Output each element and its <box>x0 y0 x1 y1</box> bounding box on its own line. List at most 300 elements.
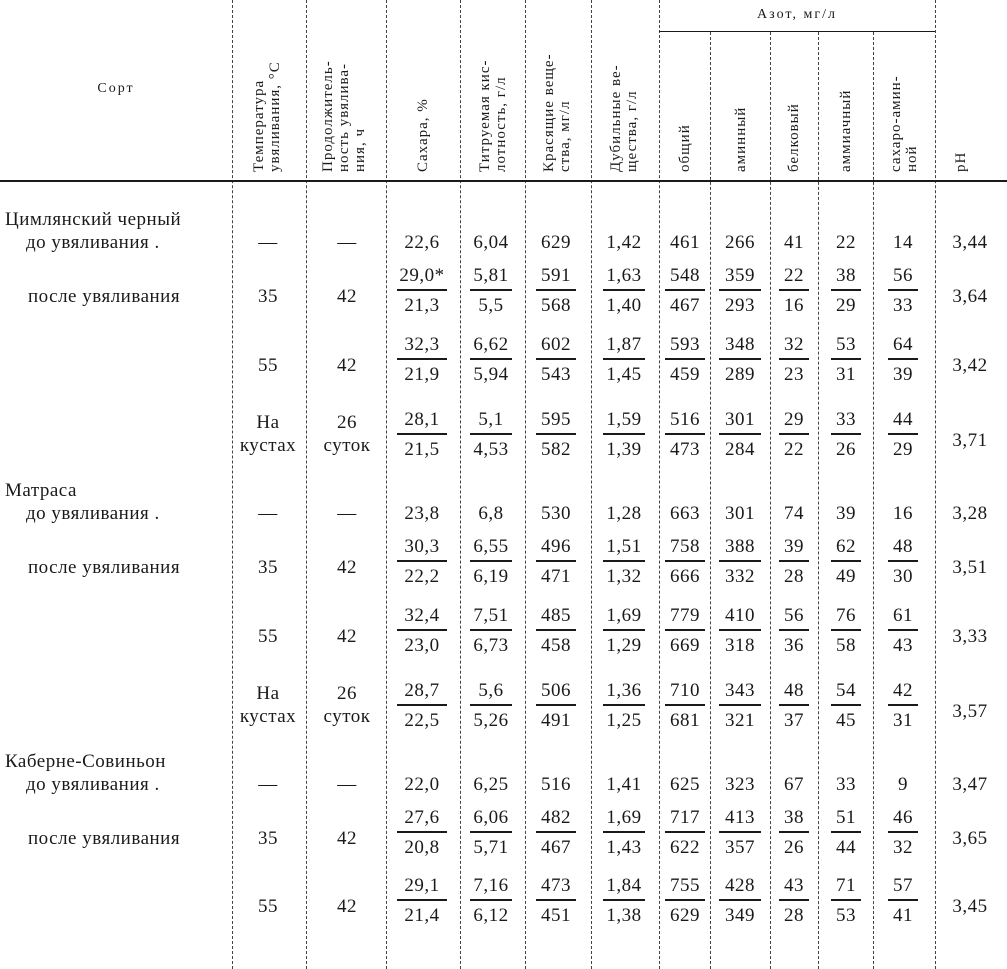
column-divider <box>935 0 936 969</box>
value-numerator: 53 <box>836 334 856 355</box>
fraction-bar <box>536 433 576 435</box>
fraction-bar <box>779 289 809 291</box>
header-n-total: общий <box>677 124 693 172</box>
fraction-bar <box>470 831 512 833</box>
value-cell: 33 <box>836 774 856 795</box>
value-cell: 6,8 <box>478 503 504 524</box>
value-denominator: 568 <box>541 295 571 316</box>
value-numerator: 71 <box>836 875 856 896</box>
temperature-cell: 35 <box>258 286 278 307</box>
value-numerator: 43 <box>784 875 804 896</box>
column-divider <box>659 0 660 969</box>
value-numerator: 1,69 <box>606 605 642 626</box>
fraction-bar <box>888 358 918 360</box>
fraction-bar <box>719 899 761 901</box>
value-denominator: 49 <box>836 566 856 587</box>
value-numerator: 6,55 <box>473 536 509 557</box>
value-numerator: 593 <box>670 334 700 355</box>
value-denominator: 4,53 <box>473 439 509 460</box>
value-denominator: 1,45 <box>606 364 642 385</box>
value-denominator: 289 <box>725 364 755 385</box>
value-numerator: 410 <box>725 605 755 626</box>
header-n-sugaramine: сахаро-амин- ной <box>888 75 920 172</box>
value-numerator: 413 <box>725 807 755 828</box>
value-denominator: 29 <box>893 439 913 460</box>
value-denominator: 1,40 <box>606 295 642 316</box>
value-numerator: 29,0* <box>399 265 445 286</box>
ph-cell: 3,44 <box>952 232 988 253</box>
value-cell: 22,0 <box>404 774 440 795</box>
row-label: до увяливания . <box>26 774 160 795</box>
value-numerator: 48 <box>893 536 913 557</box>
value-denominator: 31 <box>893 710 913 731</box>
value-denominator: 23,0 <box>404 635 440 656</box>
value-numerator: 591 <box>541 265 571 286</box>
value-numerator: 29,1 <box>404 875 440 896</box>
fraction-bar <box>603 433 645 435</box>
ph-cell: 3,65 <box>952 828 988 849</box>
ph-cell: 3,45 <box>952 896 988 917</box>
value-denominator: 669 <box>670 635 700 656</box>
value-denominator: 36 <box>784 635 804 656</box>
value-numerator: 32,3 <box>404 334 440 355</box>
header-acidity: Титруемая кис- лотность, г/л <box>477 59 509 172</box>
temperature-cell: 55 <box>258 355 278 376</box>
value-denominator: 1,25 <box>606 710 642 731</box>
value-denominator: 37 <box>784 710 804 731</box>
fraction-bar <box>888 289 918 291</box>
fraction-bar <box>470 358 512 360</box>
value-numerator: 1,59 <box>606 409 642 430</box>
fraction-bar <box>888 899 918 901</box>
duration-cell: 42 <box>337 286 357 307</box>
fraction-bar <box>665 560 705 562</box>
value-denominator: 41 <box>893 905 913 926</box>
duration-cell: — <box>337 774 357 795</box>
value-cell: 6,04 <box>473 232 509 253</box>
value-numerator: 22 <box>784 265 804 286</box>
variety-name: Каберне-Совиньон <box>5 751 166 772</box>
fraction-bar <box>665 289 705 291</box>
value-numerator: 482 <box>541 807 571 828</box>
fraction-bar <box>603 289 645 291</box>
value-numerator: 38 <box>836 265 856 286</box>
fraction-bar <box>888 433 918 435</box>
value-numerator: 1,69 <box>606 807 642 828</box>
header-coloring: Красящие веще- ства, мг/л <box>541 53 573 172</box>
value-denominator: 39 <box>893 364 913 385</box>
fraction-bar <box>603 560 645 562</box>
column-divider <box>460 0 461 969</box>
value-denominator: 467 <box>541 837 571 858</box>
fraction-bar <box>719 358 761 360</box>
header-sugar: Сахара, % <box>415 98 431 172</box>
duration-cell: — <box>337 503 357 524</box>
value-denominator: 458 <box>541 635 571 656</box>
temperature-cell: 35 <box>258 828 278 849</box>
fraction-bar <box>888 831 918 833</box>
row-label: после увяливания <box>28 557 181 578</box>
fraction-bar <box>779 704 809 706</box>
value-numerator: 1,84 <box>606 875 642 896</box>
fraction-bar <box>665 433 705 435</box>
value-denominator: 21,9 <box>404 364 440 385</box>
value-numerator: 359 <box>725 265 755 286</box>
value-numerator: 1,63 <box>606 265 642 286</box>
ph-cell: 3,51 <box>952 557 988 578</box>
fraction-bar <box>719 704 761 706</box>
value-denominator: 1,32 <box>606 566 642 587</box>
header-n-protein: белковый <box>786 103 802 172</box>
value-cell: 16 <box>893 503 913 524</box>
fraction-bar <box>719 289 761 291</box>
header-ph: pH <box>953 151 969 172</box>
value-cell: 41 <box>784 232 804 253</box>
value-numerator: 57 <box>893 875 913 896</box>
value-denominator: 28 <box>784 566 804 587</box>
fraction-bar <box>397 629 447 631</box>
fraction-bar <box>779 629 809 631</box>
value-denominator: 1,43 <box>606 837 642 858</box>
temperature-cell: 35 <box>258 557 278 578</box>
fraction-bar <box>603 629 645 631</box>
fraction-bar <box>831 433 861 435</box>
value-denominator: 681 <box>670 710 700 731</box>
value-denominator: 318 <box>725 635 755 656</box>
value-cell: 301 <box>725 503 755 524</box>
value-denominator: 357 <box>725 837 755 858</box>
fraction-bar <box>397 358 447 360</box>
value-denominator: 5,71 <box>473 837 509 858</box>
value-numerator: 1,36 <box>606 680 642 701</box>
value-numerator: 7,16 <box>473 875 509 896</box>
duration-cell: 42 <box>337 896 357 917</box>
value-numerator: 6,06 <box>473 807 509 828</box>
value-denominator: 43 <box>893 635 913 656</box>
value-numerator: 33 <box>836 409 856 430</box>
value-denominator: 26 <box>836 439 856 460</box>
duration-cell: 42 <box>337 557 357 578</box>
value-denominator: 26 <box>784 837 804 858</box>
value-numerator: 548 <box>670 265 700 286</box>
value-cell: 530 <box>541 503 571 524</box>
column-divider <box>386 0 387 969</box>
value-denominator: 629 <box>670 905 700 926</box>
value-denominator: 30 <box>893 566 913 587</box>
fraction-bar <box>831 289 861 291</box>
fraction-bar <box>603 831 645 833</box>
value-cell: 22 <box>836 232 856 253</box>
value-denominator: 332 <box>725 566 755 587</box>
fraction-bar <box>779 433 809 435</box>
value-numerator: 485 <box>541 605 571 626</box>
value-denominator: 32 <box>893 837 913 858</box>
fraction-bar <box>603 704 645 706</box>
fraction-bar <box>470 899 512 901</box>
value-numerator: 755 <box>670 875 700 896</box>
column-divider <box>591 0 592 969</box>
column-divider <box>232 0 233 969</box>
duration-cell: 26 <box>337 683 357 704</box>
fraction-bar <box>397 433 447 435</box>
value-numerator: 758 <box>670 536 700 557</box>
value-numerator: 29 <box>784 409 804 430</box>
value-numerator: 779 <box>670 605 700 626</box>
value-denominator: 22,5 <box>404 710 440 731</box>
fraction-bar <box>831 831 861 833</box>
fraction-bar <box>719 831 761 833</box>
fraction-bar <box>779 899 809 901</box>
value-numerator: 301 <box>725 409 755 430</box>
value-denominator: 666 <box>670 566 700 587</box>
value-numerator: 516 <box>670 409 700 430</box>
value-denominator: 543 <box>541 364 571 385</box>
fraction-bar <box>536 831 576 833</box>
value-cell: 516 <box>541 774 571 795</box>
value-denominator: 1,38 <box>606 905 642 926</box>
value-numerator: 5,6 <box>478 680 504 701</box>
duration-cell: — <box>337 232 357 253</box>
header-nitrogen-group: Азот, мг/л <box>757 7 837 22</box>
value-numerator: 6,62 <box>473 334 509 355</box>
fraction-bar <box>470 289 512 291</box>
value-numerator: 54 <box>836 680 856 701</box>
value-denominator: 471 <box>541 566 571 587</box>
value-denominator: 45 <box>836 710 856 731</box>
value-cell: 39 <box>836 503 856 524</box>
value-cell: 9 <box>898 774 908 795</box>
fraction-bar <box>397 289 447 291</box>
header-bottom-rule <box>0 180 1007 182</box>
temperature-cell: 55 <box>258 896 278 917</box>
temperature-cell: кустах <box>239 706 297 727</box>
ph-cell: 3,47 <box>952 774 988 795</box>
column-divider <box>818 32 819 969</box>
value-denominator: 33 <box>893 295 913 316</box>
value-denominator: 53 <box>836 905 856 926</box>
value-denominator: 467 <box>670 295 700 316</box>
value-numerator: 348 <box>725 334 755 355</box>
value-denominator: 21,4 <box>404 905 440 926</box>
value-cell: 1,28 <box>606 503 642 524</box>
fraction-bar <box>665 358 705 360</box>
fraction-bar <box>665 831 705 833</box>
ph-cell: 3,33 <box>952 626 988 647</box>
nitrogen-group-rule <box>659 31 935 32</box>
fraction-bar <box>397 560 447 562</box>
fraction-bar <box>665 899 705 901</box>
value-numerator: 7,51 <box>473 605 509 626</box>
column-divider <box>710 32 711 969</box>
duration-cell: 42 <box>337 828 357 849</box>
value-numerator: 46 <box>893 807 913 828</box>
value-numerator: 28,7 <box>404 680 440 701</box>
fraction-bar <box>603 358 645 360</box>
value-numerator: 496 <box>541 536 571 557</box>
fraction-bar <box>397 899 447 901</box>
value-denominator: 21,3 <box>404 295 440 316</box>
fraction-bar <box>397 704 447 706</box>
value-denominator: 293 <box>725 295 755 316</box>
row-label: до увяливания . <box>26 232 160 253</box>
value-denominator: 20,8 <box>404 837 440 858</box>
fraction-bar <box>719 629 761 631</box>
value-denominator: 5,5 <box>478 295 504 316</box>
value-denominator: 1,29 <box>606 635 642 656</box>
value-denominator: 582 <box>541 439 571 460</box>
value-denominator: 44 <box>836 837 856 858</box>
fraction-bar <box>888 704 918 706</box>
value-cell: 14 <box>893 232 913 253</box>
value-numerator: 48 <box>784 680 804 701</box>
fraction-bar <box>779 560 809 562</box>
duration-cell: суток <box>323 706 371 727</box>
value-cell: 22,6 <box>404 232 440 253</box>
fraction-bar <box>397 831 447 833</box>
header-tannins: Дубильные ве- щества, г/л <box>608 64 640 172</box>
value-cell: 6,25 <box>473 774 509 795</box>
value-denominator: 6,19 <box>473 566 509 587</box>
fraction-bar <box>536 289 576 291</box>
column-divider <box>525 0 526 969</box>
value-cell: 663 <box>670 503 700 524</box>
value-numerator: 62 <box>836 536 856 557</box>
ph-cell: 3,42 <box>952 355 988 376</box>
temperature-cell: На <box>256 412 280 433</box>
value-cell: 74 <box>784 503 804 524</box>
value-denominator: 473 <box>670 439 700 460</box>
variety-name: Цимлянский черный <box>5 209 182 230</box>
value-denominator: 6,12 <box>473 905 509 926</box>
value-denominator: 16 <box>784 295 804 316</box>
value-numerator: 44 <box>893 409 913 430</box>
row-label: до увяливания . <box>26 503 160 524</box>
value-numerator: 61 <box>893 605 913 626</box>
value-numerator: 30,3 <box>404 536 440 557</box>
fraction-bar <box>888 629 918 631</box>
value-cell: 461 <box>670 232 700 253</box>
value-numerator: 38 <box>784 807 804 828</box>
value-denominator: 1,39 <box>606 439 642 460</box>
fraction-bar <box>719 560 761 562</box>
value-numerator: 428 <box>725 875 755 896</box>
value-denominator: 21,5 <box>404 439 440 460</box>
fraction-bar <box>831 560 861 562</box>
value-numerator: 506 <box>541 680 571 701</box>
value-denominator: 349 <box>725 905 755 926</box>
fraction-bar <box>831 704 861 706</box>
fraction-bar <box>536 560 576 562</box>
duration-cell: суток <box>323 435 371 456</box>
fraction-bar <box>603 899 645 901</box>
value-denominator: 22,2 <box>404 566 440 587</box>
ph-cell: 3,28 <box>952 503 988 524</box>
value-denominator: 321 <box>725 710 755 731</box>
value-numerator: 1,51 <box>606 536 642 557</box>
fraction-bar <box>536 704 576 706</box>
fraction-bar <box>831 899 861 901</box>
value-cell: 323 <box>725 774 755 795</box>
fraction-bar <box>831 629 861 631</box>
fraction-bar <box>831 358 861 360</box>
value-numerator: 56 <box>784 605 804 626</box>
fraction-bar <box>888 560 918 562</box>
value-denominator: 451 <box>541 905 571 926</box>
value-cell: 1,42 <box>606 232 642 253</box>
value-cell: 23,8 <box>404 503 440 524</box>
value-numerator: 28,1 <box>404 409 440 430</box>
temperature-cell: кустах <box>239 435 297 456</box>
temperature-cell: — <box>258 232 278 253</box>
row-label: после увяливания <box>28 286 181 307</box>
value-numerator: 32 <box>784 334 804 355</box>
variety-name: Матраса <box>5 480 77 501</box>
value-denominator: 58 <box>836 635 856 656</box>
value-denominator: 5,94 <box>473 364 509 385</box>
value-denominator: 22 <box>784 439 804 460</box>
value-denominator: 622 <box>670 837 700 858</box>
value-numerator: 388 <box>725 536 755 557</box>
ph-cell: 3,64 <box>952 286 988 307</box>
value-numerator: 42 <box>893 680 913 701</box>
value-numerator: 56 <box>893 265 913 286</box>
value-numerator: 32,4 <box>404 605 440 626</box>
value-numerator: 717 <box>670 807 700 828</box>
header-n-ammonia: аммиачный <box>838 89 854 172</box>
value-numerator: 602 <box>541 334 571 355</box>
header-n-amine: аминный <box>733 106 749 172</box>
value-numerator: 64 <box>893 334 913 355</box>
column-divider <box>770 32 771 969</box>
value-denominator: 31 <box>836 364 856 385</box>
value-denominator: 23 <box>784 364 804 385</box>
value-numerator: 76 <box>836 605 856 626</box>
fraction-bar <box>470 704 512 706</box>
value-denominator: 29 <box>836 295 856 316</box>
value-numerator: 473 <box>541 875 571 896</box>
value-cell: 67 <box>784 774 804 795</box>
temperature-cell: На <box>256 683 280 704</box>
column-divider <box>306 0 307 969</box>
value-cell: 1,41 <box>606 774 642 795</box>
value-numerator: 710 <box>670 680 700 701</box>
fraction-bar <box>719 433 761 435</box>
temperature-cell: 55 <box>258 626 278 647</box>
temperature-cell: — <box>258 774 278 795</box>
value-denominator: 6,73 <box>473 635 509 656</box>
value-denominator: 5,26 <box>473 710 509 731</box>
fraction-bar <box>665 629 705 631</box>
value-cell: 266 <box>725 232 755 253</box>
header-temperature: Температура увяливания, °С <box>251 61 283 172</box>
value-numerator: 1,87 <box>606 334 642 355</box>
row-label: после увяливания <box>28 828 181 849</box>
value-denominator: 284 <box>725 439 755 460</box>
value-cell: 629 <box>541 232 571 253</box>
value-numerator: 51 <box>836 807 856 828</box>
value-denominator: 459 <box>670 364 700 385</box>
fraction-bar <box>665 704 705 706</box>
duration-cell: 26 <box>337 412 357 433</box>
value-numerator: 27,6 <box>404 807 440 828</box>
fraction-bar <box>470 560 512 562</box>
value-numerator: 5,81 <box>473 265 509 286</box>
value-numerator: 343 <box>725 680 755 701</box>
fraction-bar <box>536 629 576 631</box>
value-cell: 625 <box>670 774 700 795</box>
duration-cell: 42 <box>337 355 357 376</box>
fraction-bar <box>470 433 512 435</box>
